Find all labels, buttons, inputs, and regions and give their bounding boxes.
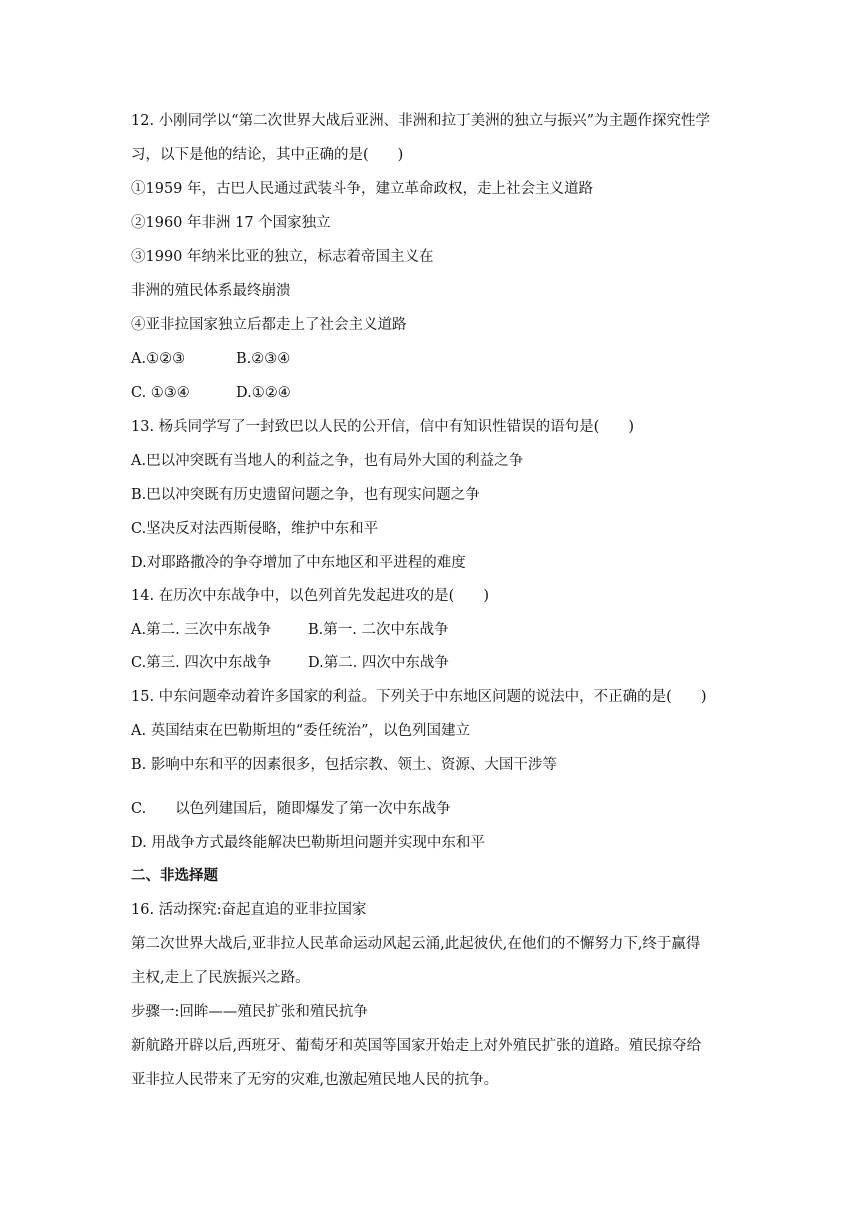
q12-stem-line2: 习，以下是他的结论，其中正确的是( ) [131,147,404,163]
q16-step-1: 步骤一:回眸——殖民扩张和殖民抗争 [131,1004,368,1020]
q16-paragraph-1-line2: 主权,走上了民族振兴之路。 [131,970,310,986]
q15-option-d: D. 用战争方式最终能解决巴勒斯坦问题并实现中东和平 [131,835,485,851]
section-2-title: 二、非选择题 [131,867,218,884]
q15-option-a: A. 英国结束在巴勒斯坦的“委任统治”，以色列国建立 [131,723,471,739]
q13-stem: 13. 杨兵同学写了一封致巴以人民的公开信，信中有知识性错误的语句是( ) [131,419,634,435]
q15-option-c: C. 以色列建国后，随即爆发了第一次中东战争 [131,801,451,817]
q14-option-d: D.第二. 四次中东战争 [308,655,449,671]
q12-option-b: B.②③④ [236,351,291,367]
q15-option-b: B. 影响中东和平的因素很多，包括宗教、领土、资源、大国干涉等 [131,757,557,773]
q13-option-b: B.巴以冲突既有历史遗留问题之争，也有现实问题之争 [131,487,480,503]
q12-statement-4: ④亚非拉国家独立后都走上了社会主义道路 [131,317,407,333]
q16-paragraph-2-line2: 亚非拉人民带来了无穷的灾难,也激起殖民地人民的抗争。 [131,1072,499,1088]
q13-option-a: A.巴以冲突既有当地人的利益之争，也有局外大国的利益之争 [131,453,524,469]
q12-option-a: A.①②③ [131,351,186,367]
q14-stem: 14. 在历次中东战争中，以色列首先发起进攻的是( ) [131,588,489,604]
q14-option-a: A.第二. 三次中东战争 [131,622,272,638]
q16-stem: 16. 活动探究:奋起直追的亚非拉国家 [131,902,367,918]
q12-option-c: C. ①③④ [131,385,190,401]
q12-stem-line1: 12. 小刚同学以“第二次世界大战后亚洲、非洲和拉丁美洲的独立与振兴”为主题作探究性学 [131,113,710,129]
q12-statement-3b: 非洲的殖民体系最终崩溃 [131,283,291,299]
q12-statement-1: ①1959 年，古巴人民通过武装斗争，建立革命政权，走上社会主义道路 [131,181,594,197]
q16-paragraph-1-line1: 第二次世界大战后,亚非拉人民革命运动风起云涌,此起彼伏,在他们的不懈努力下,终于赢得 [131,936,701,952]
q12-statement-3a: ③1990 年纳米比亚的独立，标志着帝国主义在 [131,249,434,265]
q15-stem: 15. 中东问题牵动着许多国家的利益。下列关于中东地区问题的说法中，不正确的是( ) [131,689,707,705]
q13-option-c: C.坚决反对法西斯侵略，维护中东和平 [131,521,379,537]
q12-option-d: D.①②④ [236,385,291,401]
q16-paragraph-2-line1: 新航路开辟以后,西班牙、葡萄牙和英国等国家开始走上对外殖民扩张的道路。殖民掠夺给 [131,1038,702,1054]
q14-option-b: B.第一. 二次中东战争 [308,622,449,638]
q13-option-d: D.对耶路撒冷的争夺增加了中东地区和平进程的难度 [131,555,466,571]
q12-statement-2: ②1960 年非洲 17 个国家独立 [131,215,331,231]
q14-option-c: C.第三. 四次中东战争 [131,655,272,671]
